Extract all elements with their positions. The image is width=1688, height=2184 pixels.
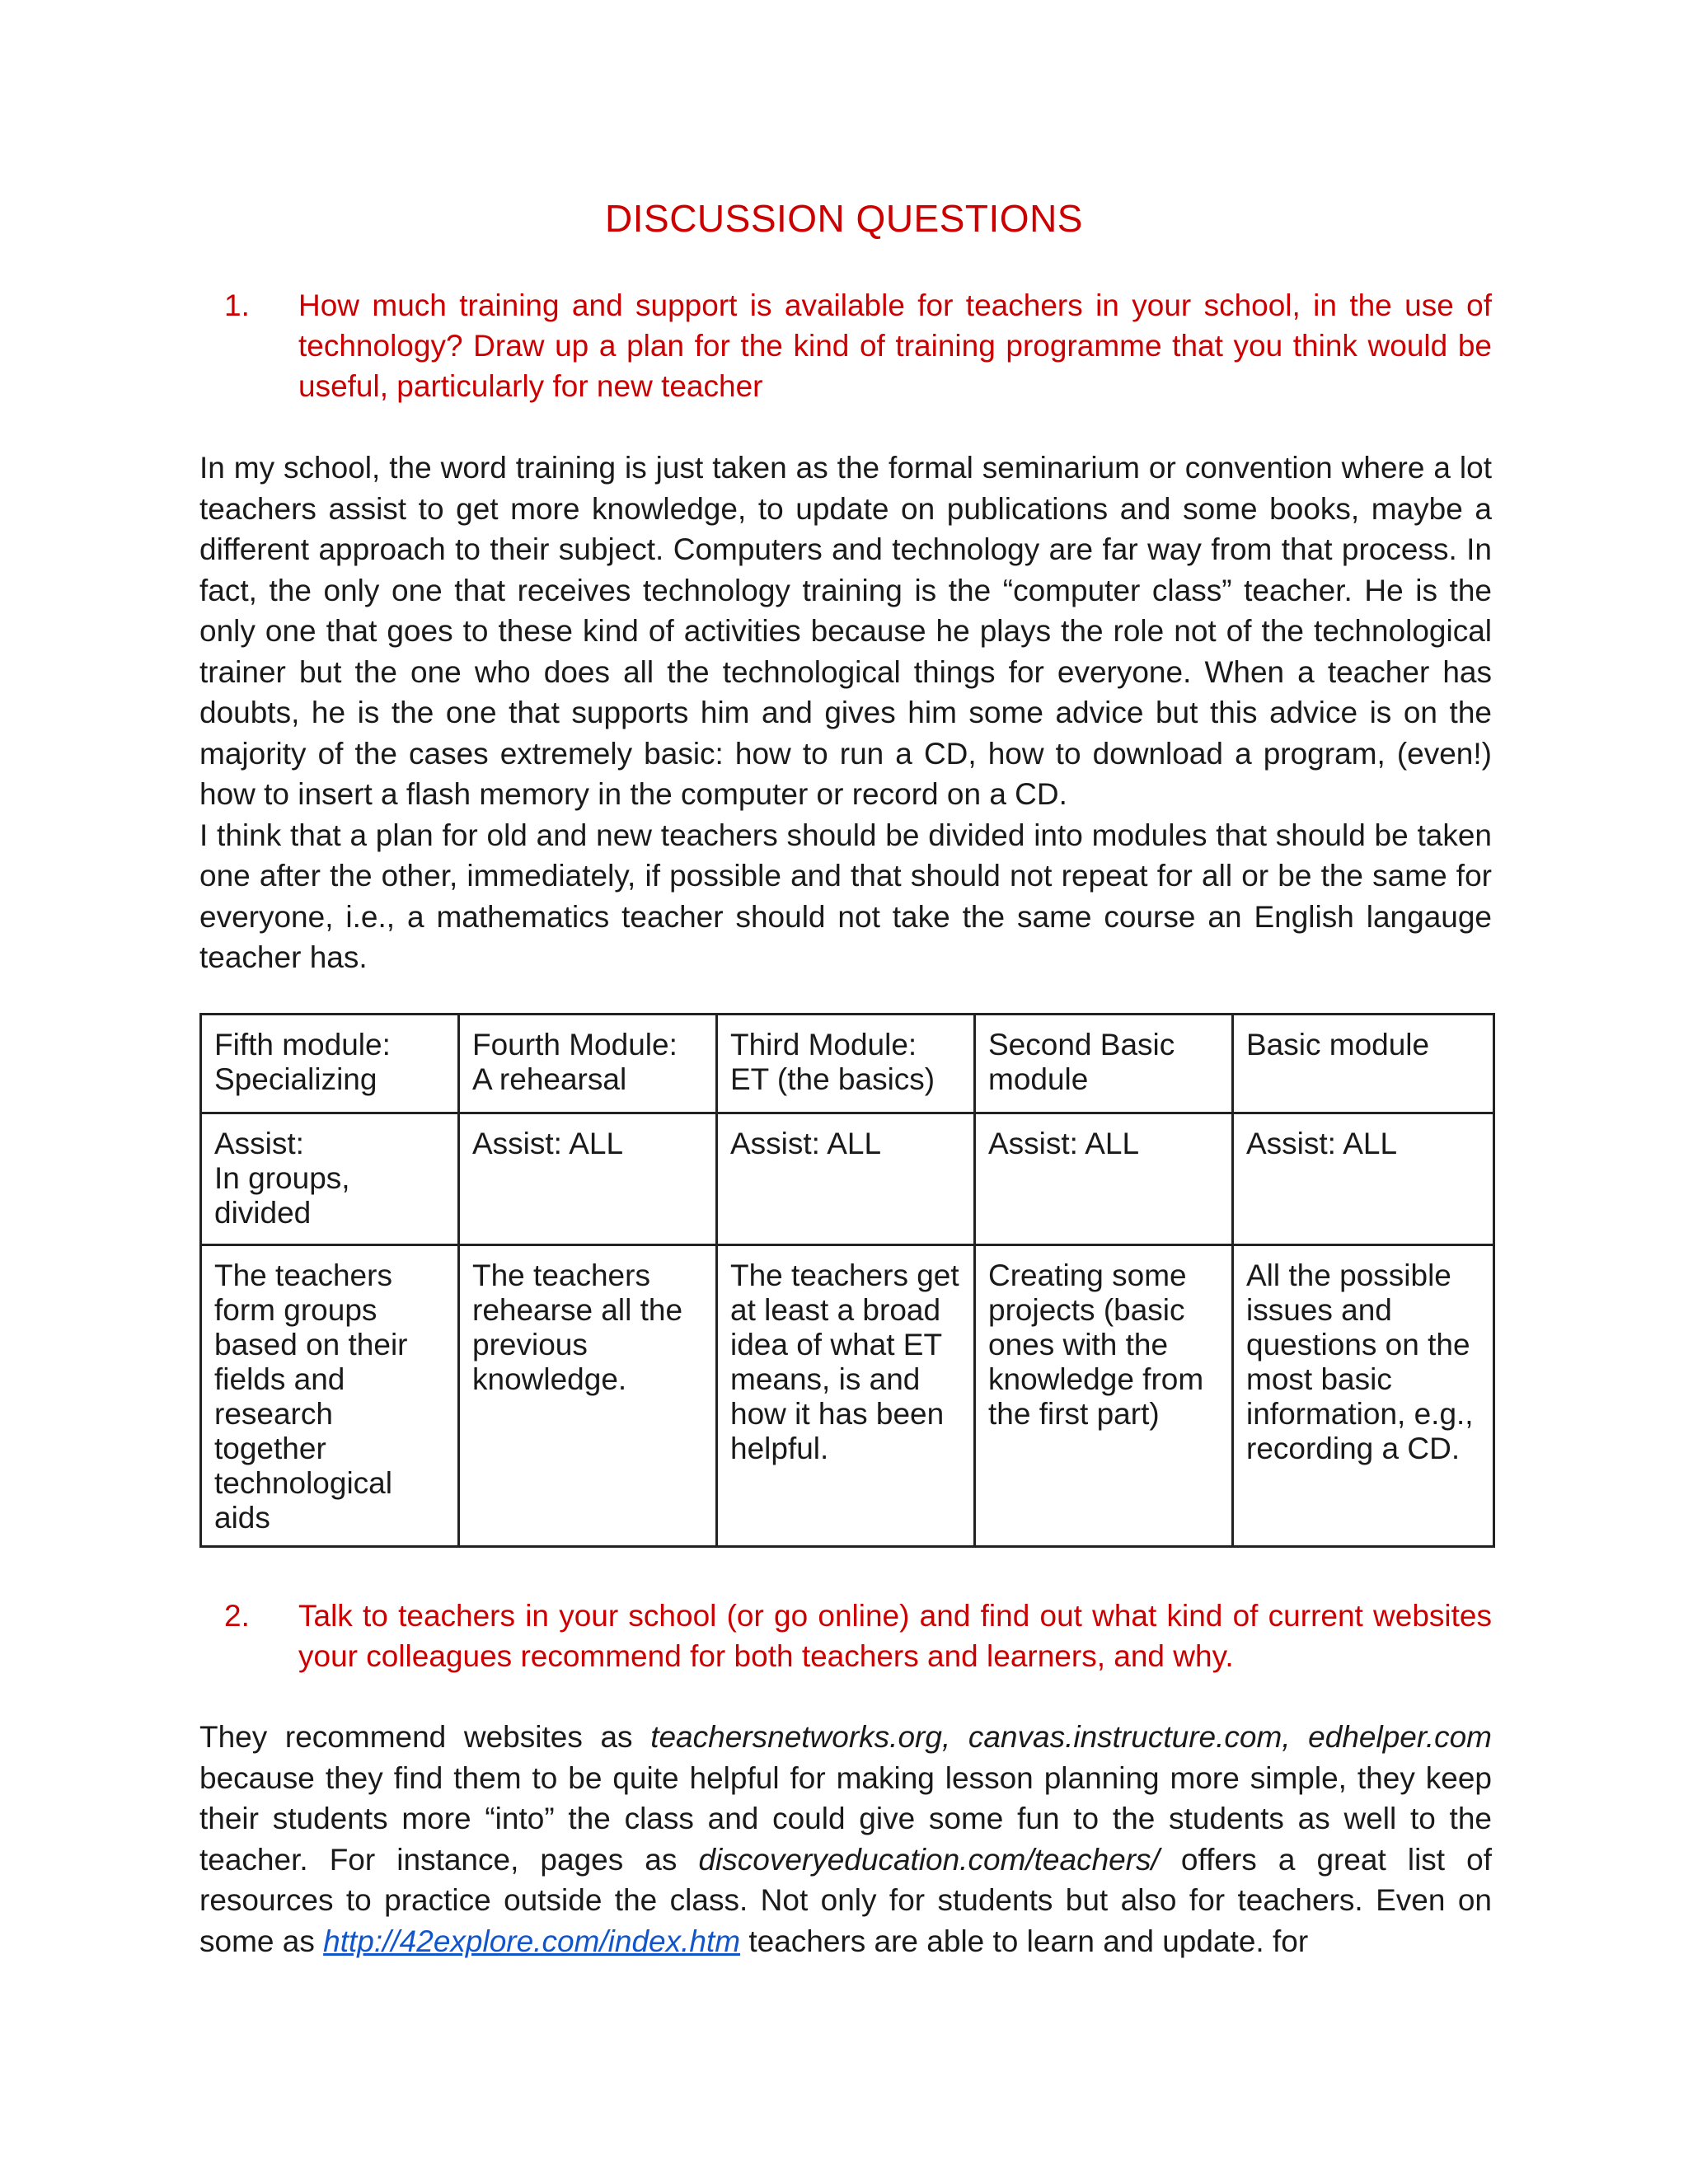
table-cell: The teachers rehearse all the previous knowledge. [459,1245,717,1547]
page-title: DISCUSSION QUESTIONS [605,197,1083,240]
table-cell: Assist: ALL [975,1113,1233,1245]
table-cell: Assist: ALL [717,1113,975,1245]
question-text: How much training and support is available for teachers in your school, in the use of technology? Draw up a plan for the kind of training programme that you think would be useful, particularly for new teacher [298,288,1492,403]
question-number: 1. [224,288,250,322]
website-list: teachersnetworks.org, canvas.instructure.com, edhelper.com [650,1720,1492,1754]
answer-paragraph [199,1717,1492,1961]
question-1 [199,285,1492,406]
table-cell: The teachers get at least a broad idea of what ET means, is and how it has been helpful. [717,1245,975,1547]
table-header-cell: Third Module: ET (the basics) [717,1015,975,1113]
answer-text: offers a great list of resources to practice outside the class. Not only for students but also for teachers. Even on some as [199,1842,1492,1958]
question-number: 2. [224,1599,250,1633]
answer-text: because they find them to be quite helpful for making lesson planning more simple, they keep their students more “into” the class and could give some fun to the students as well to the teacher. For instance, pages as [199,1760,1492,1877]
table-row [201,1113,1494,1245]
table-cell: Creating some projects (basic ones with the knowledge from the first part) [975,1245,1233,1547]
table-header-cell: Basic module [1233,1015,1494,1113]
answer-paragraph: I think that a plan for old and new teachers should be divided into modules that should be taken one after the other, immediately, if possible and that should not repeat for all or be the same for everyone, i.e., a mathematics teacher should not take the same course an English langauge teacher has. [199,818,1492,974]
answer-paragraph: In my school, the word training is just taken as the formal seminarium or convention where a lot teachers assist to get more knowledge, to update on publications and some books, maybe a different approach to their subject. Computers and technology are far way from that process. In fact, the only one that receives technology training is the “computer class” teacher. He is the only one that goes to these kind of activities because he plays the role not of the technological trainer but the one who does all the technological things for everyone. When a teacher has doubts, he is the one that supports him and gives him some advice but this advice is on the majority of the cases extremely basic: how to run a CD, how to download a program, (even!) how to insert a flash memory in the computer or record on a CD. [199,451,1492,811]
table-row [201,1015,1494,1113]
table-row [201,1245,1494,1547]
table-header-cell: Fifth module: Specializing [201,1015,459,1113]
answer-text: teachers are able to learn and update. for [748,1924,1309,1958]
website-name: discoveryeducation.com/teachers/ [698,1842,1160,1877]
table-cell: Assist: ALL [459,1113,717,1245]
answer-2 [199,1717,1492,1961]
training-modules-table [199,1013,1495,1548]
table-cell: Assist: ALL [1233,1113,1494,1245]
table-cell: Assist: In groups, divided [201,1113,459,1245]
question-2 [199,1596,1492,1676]
answer-1 [199,448,1492,978]
question-text: Talk to teachers in your school (or go online) and find out what kind of current websites your colleagues recommend for both teachers and learners, and why. [298,1599,1492,1673]
website-link[interactable]: http://42explore.com/index.htm [323,1924,741,1958]
table-header-cell: Fourth Module: A rehearsal [459,1015,717,1113]
table-cell: The teachers form groups based on their fields and research together technological aids [201,1245,459,1547]
table-header-cell: Second Basic module [975,1015,1233,1113]
answer-text: They recommend websites as [199,1720,633,1754]
table-cell: All the possible issues and questions on the most basic information, e.g., recording a CD. [1233,1245,1494,1547]
